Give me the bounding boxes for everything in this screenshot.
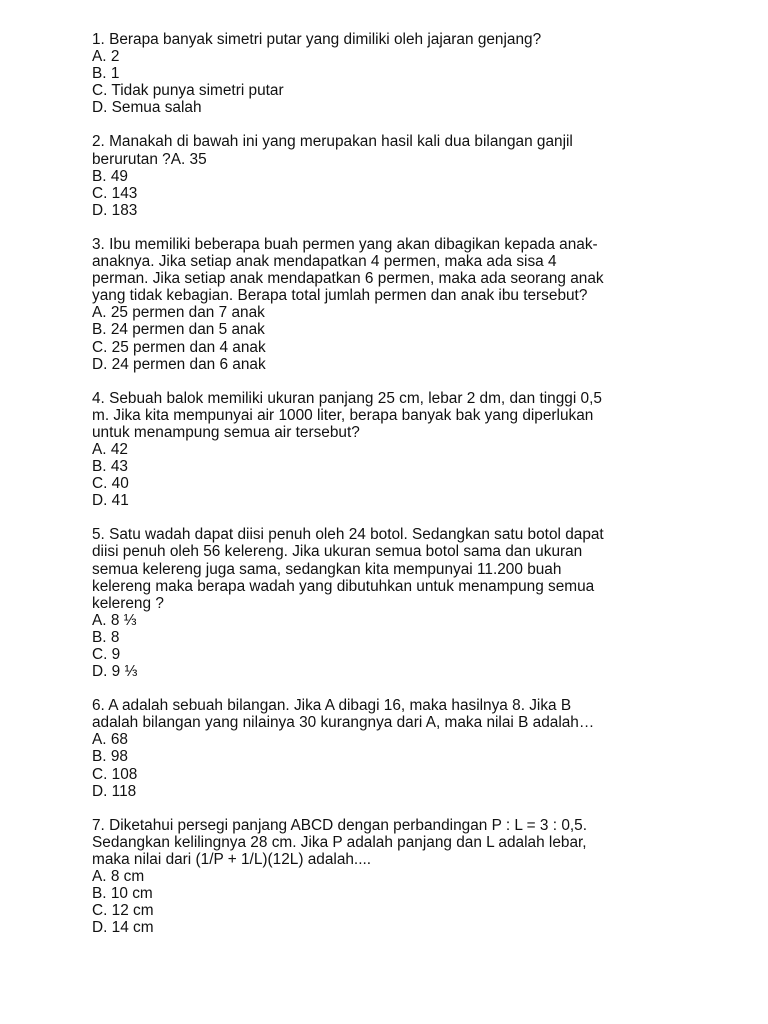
stem-line: perman. Jika setiap anak mendapatkan 6 permen, maka ada seorang anak <box>92 270 604 288</box>
option-d: D. 183 <box>92 201 138 219</box>
question-stem <box>92 390 768 441</box>
option-b: B. 1 <box>92 65 120 83</box>
option-c: C. 9 <box>92 646 121 663</box>
question-stem <box>92 31 768 48</box>
option-c: C. 143 <box>92 184 138 202</box>
stem-line: 2. Manakah di bawah ini yang merupakan hasil kali dua bilangan ganjil <box>92 133 573 151</box>
stem-line: 7. Diketahui persegi panjang ABCD dengan perbandingan P : L = 3 : 0,5. <box>92 816 587 834</box>
stem-line: 6. A adalah sebuah bilangan. Jika A dibagi 16, maka hasilnya 8. Jika B <box>92 697 572 715</box>
stem-line: maka nilai dari (1/P + 1/L)(12L) adalah.... <box>92 850 372 868</box>
answer-options <box>92 168 768 219</box>
question-3 <box>92 236 768 373</box>
option-b: B. 98 <box>92 748 128 766</box>
question-stem <box>92 817 768 868</box>
option-a: A. 8 ⅓ <box>92 611 137 629</box>
question-stem <box>92 133 768 167</box>
answer-options <box>92 612 768 680</box>
option-d: D. 14 cm <box>92 919 154 937</box>
answer-options <box>92 304 768 372</box>
stem-line: untuk menampung semua air tersebut? <box>92 423 360 441</box>
option-a: A. 2 <box>92 48 120 66</box>
answer-options <box>92 731 768 799</box>
question-4 <box>92 390 768 510</box>
answer-options <box>92 441 768 509</box>
question-5 <box>92 526 768 680</box>
option-a: A. 25 permen dan 7 anak <box>92 304 265 322</box>
stem-line: 3. Ibu memiliki beberapa buah permen yang akan dibagikan kepada anak- <box>92 235 598 253</box>
option-a: A. 42 <box>92 440 128 458</box>
answer-options <box>92 48 768 116</box>
option-d: D. 118 <box>92 782 137 800</box>
stem-line: Sedangkan kelilingnya 28 cm. Jika P adalah panjang dan L adalah lebar, <box>92 833 587 851</box>
stem-line: m. Jika kita mempunyai air 1000 liter, berapa banyak bak yang diperlukan <box>92 406 594 424</box>
option-c: C. 40 <box>92 475 129 493</box>
option-c: C. 108 <box>92 765 138 783</box>
question-6 <box>92 697 768 800</box>
question-stem <box>92 236 768 304</box>
stem-line: kelereng maka berapa wadah yang dibutuhkan untuk menampung semua <box>92 577 595 595</box>
option-c: C. 12 cm <box>92 902 154 920</box>
option-b: B. 8 <box>92 628 120 646</box>
option-b: B. 49 <box>92 167 128 185</box>
option-d: D. 9 ⅓ <box>92 663 138 681</box>
option-d: D. 41 <box>92 492 129 510</box>
stem-line: 5. Satu wadah dapat diisi penuh oleh 24 botol. Sedangkan satu botol dapat <box>92 526 604 544</box>
option-a: A. 8 cm <box>92 868 145 886</box>
option-b: B. 24 permen dan 5 anak <box>92 321 265 339</box>
stem-line: kelereng ? <box>92 594 164 612</box>
stem-line: 4. Sebuah balok memiliki ukuran panjang 25 cm, lebar 2 dm, dan tinggi 0,5 <box>92 389 602 407</box>
option-c: C. Tidak punya simetri putar <box>92 82 284 100</box>
option-c: C. 25 permen dan 4 anak <box>92 338 266 356</box>
answer-options <box>92 868 768 936</box>
option-d: D. 24 permen dan 6 anak <box>92 355 266 373</box>
option-a: A. 68 <box>92 731 128 749</box>
option-b: B. 43 <box>92 458 128 476</box>
stem-line: yang tidak kebagian. Berapa total jumlah permen dan anak ibu tersebut? <box>92 287 588 305</box>
stem-line: diisi penuh oleh 56 kelereng. Jika ukuran semua botol sama dan ukuran <box>92 543 583 561</box>
option-d: D. Semua salah <box>92 99 202 117</box>
question-1 <box>92 31 768 116</box>
stem-line: semua kelereng juga sama, sedangkan kita mempunyai 11.200 buah <box>92 560 562 578</box>
stem-line: 1. Berapa banyak simetri putar yang dimiliki oleh jajaran genjang? <box>92 31 542 48</box>
question-7 <box>92 817 768 937</box>
question-2 <box>92 133 768 218</box>
question-stem <box>92 526 768 611</box>
stem-line: adalah bilangan yang nilainya 30 kurangnya dari A, maka nilai B adalah… <box>92 714 595 732</box>
option-b: B. 10 cm <box>92 885 153 903</box>
question-stem <box>92 697 768 731</box>
stem-line: berurutan ?A. 35 <box>92 150 207 168</box>
stem-line: anaknya. Jika setiap anak mendapatkan 4 permen, maka ada sisa 4 <box>92 253 557 271</box>
